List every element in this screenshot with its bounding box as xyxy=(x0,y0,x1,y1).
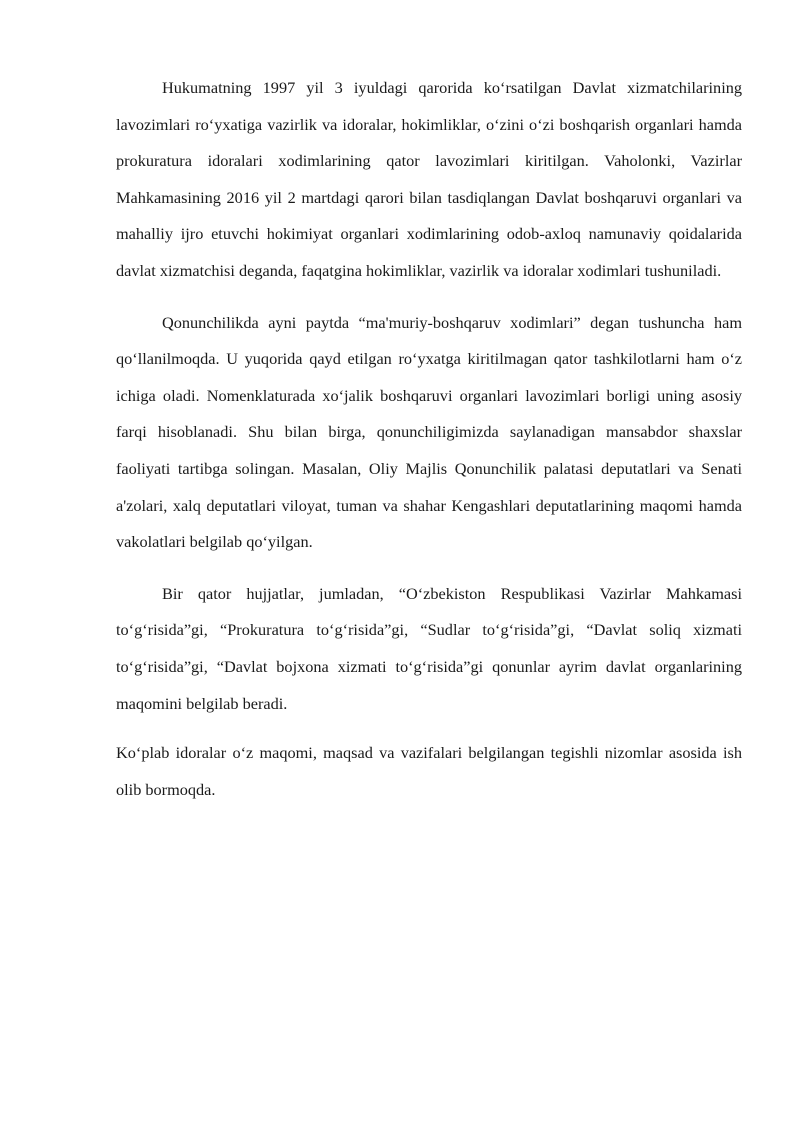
document-page xyxy=(116,70,742,808)
paragraph-1: Hukumatning 1997 yil 3 iyuldagi qarorida ko‘rsatilgan Davlat xizmatchilarining lavozimlari ro‘yxatiga vazirlik va idoralar, hokimliklar, o‘zini o‘zi boshqarish organlari hamda prokuratura idoralari xodimlarining qator lavozimlari kiritilgan. Vaholonki, Vazirlar Mahkamasining 2016 yil 2 martdagi qarori bilan tasdiqlangan Davlat boshqaruvi organlari va mahalliy ijro etuvchi hokimiyat organlari xodimlarining odob-axloq namunaviy qoidalarida davlat xizmatchisi deganda, faqatgina hokimliklar, vazirlik va idoralar xodimlari tushuniladi. xyxy=(116,78,742,280)
paragraph-4: Ko‘plab idoralar o‘z maqomi, maqsad va vazifalari belgilangan tegishli nizomlar asosida ish olib bormoqda. xyxy=(116,743,742,799)
paragraph-3: Bir qator hujjatlar, jumladan, “O‘zbekiston Respublikasi Vazirlar Mahkamasi to‘g‘risida”gi, “Prokuratura to‘g‘risida”gi, “Sudlar to‘g‘risida”gi, “Davlat soliq xizmati to‘g‘risida”gi, “Davlat bojxona xizmati to‘g‘risida”gi qonunlar ayrim davlat organlarining maqomini belgilab beradi. xyxy=(116,583,742,713)
paragraph-2: Qonunchilikda ayni paytda “ma'muriy-boshqaruv xodimlari” degan tushuncha ham qo‘llanilmoqda. U yuqorida qayd etilgan ro‘yxatga kiritilmagan qator tashkilotlarni ham o‘z ichiga oladi. Nomenklaturada xo‘jalik boshqaruvi organlari lavozimlari borligi uning asosiy farqi hisoblanadi. Shu bilan birga, qonunchiligimizda saylanadigan mansabdor shaxslar faoliyati tartibga solingan. Masalan, Oliy Majlis Qonunchilik palatasi deputatlari va Senati a'zolari, xalq deputatlari viloyat, tuman va shahar Kengashlari deputatlarining maqomi hamda vakolatlari belgilab qo‘yilgan. xyxy=(116,312,742,552)
